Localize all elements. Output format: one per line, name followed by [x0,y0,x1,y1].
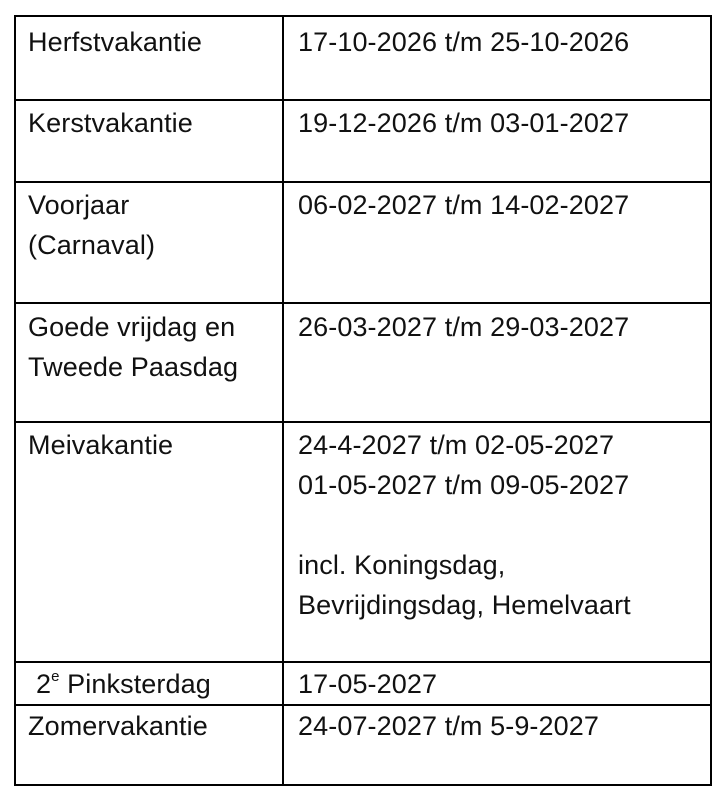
row-divider [14,181,712,183]
date-range: 17-05-2027 [298,669,438,699]
holiday-dates [298,185,629,225]
table-row [28,425,173,465]
date-range: 06-02-2027 t/m 14-02-2027 [298,190,630,220]
date-range: 24-07-2027 t/m 5-9-2027 [298,711,599,741]
table-row [28,307,238,387]
table-row [28,185,155,265]
date-range: 19-12-2026 t/m 03-01-2027 [298,108,630,138]
column-divider [282,15,284,786]
row-divider [14,421,712,423]
table-row [28,103,193,143]
holiday-name: Goede vrijdag en [28,312,236,342]
table-border-left [14,15,16,786]
row-divider [14,661,712,663]
table-row [36,664,211,704]
date-range: 26-03-2027 t/m 29-03-2027 [298,312,630,342]
ordinal-suffix: e [51,668,60,685]
row-divider [14,302,712,304]
holiday-name: Tweede Paasdag [28,352,239,382]
holiday-note: incl. Koningsdag, [298,550,506,580]
date-range: 17-10-2026 t/m 25-10-2026 [298,27,630,57]
date-range: 01-05-2027 t/m 09-05-2027 [298,470,630,500]
holiday-dates [298,664,437,704]
holiday-dates [298,706,599,746]
holiday-name: Voorjaar [28,190,130,220]
holiday-note: Bevrijdingsdag, Hemelvaart [298,590,631,620]
holiday-name-text: Pinksterdag [59,669,211,699]
table-row [28,706,208,746]
holiday-name: Zomervakantie [28,711,208,741]
table-border-top [14,15,712,17]
ordinal-number: 2 [36,669,52,699]
holiday-name: Meivakantie [28,430,174,460]
holiday-dates [298,307,629,347]
holiday-dates [298,103,629,143]
row-divider [14,99,712,101]
blank-line [298,505,631,545]
holiday-name: Herfstvakantie [28,27,202,57]
date-range: 24-4-2027 t/m 02-05-2027 [298,430,615,460]
holiday-dates [298,22,629,62]
holiday-name: (Carnaval) [28,230,156,260]
table-row [28,22,202,62]
holiday-dates [298,425,631,625]
table-border-bottom [14,784,712,786]
table-border-right [710,15,712,786]
holiday-name [36,664,211,704]
holiday-name: Kerstvakantie [28,108,193,138]
